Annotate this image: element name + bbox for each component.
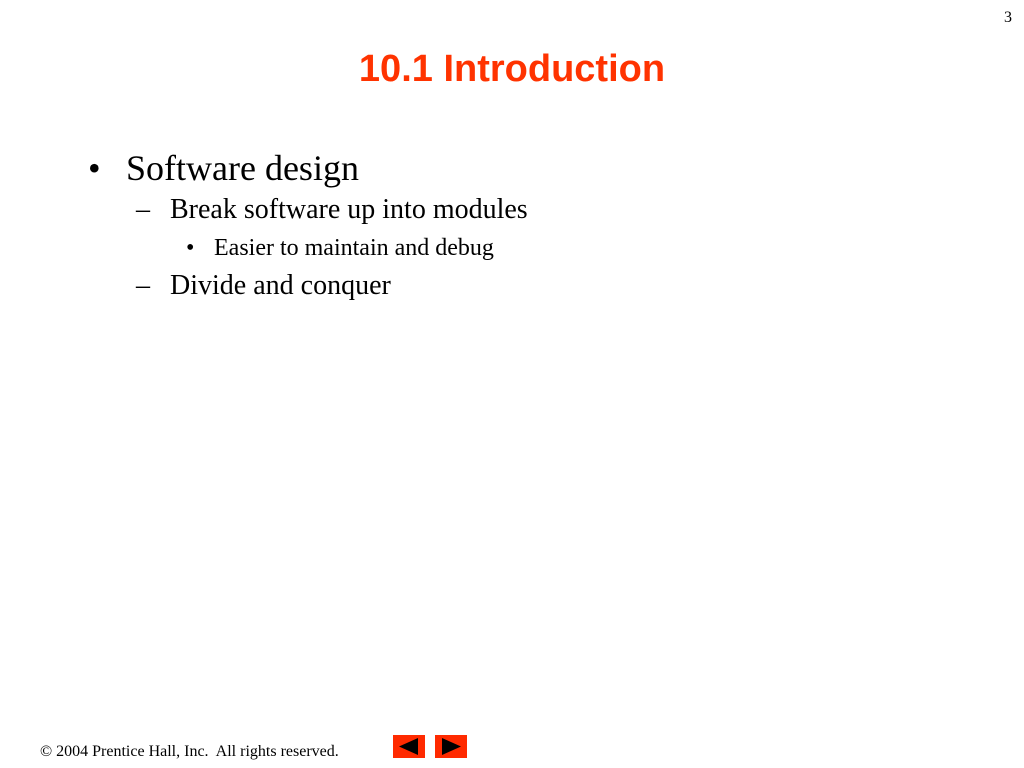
- slide-title: 10.1 Introduction: [358, 48, 666, 90]
- subbullet-divide-conquer: [136, 270, 968, 302]
- subsubbullet-easier-maintain: [186, 234, 968, 262]
- bullet-marker: •: [88, 148, 101, 188]
- copyright-symbol: ©: [40, 743, 53, 760]
- bullet-software-design: [88, 148, 968, 188]
- next-slide-button[interactable]: [434, 734, 468, 759]
- bullet-marker: •: [186, 235, 195, 261]
- previous-slide-button[interactable]: [392, 734, 426, 759]
- dash-marker: –: [136, 194, 150, 225]
- triangle-left-icon: [394, 736, 424, 757]
- triangle-right-icon: [436, 736, 466, 757]
- slide-navigation: [392, 734, 468, 759]
- footer-copyright: [40, 742, 339, 762]
- page-number: 3: [1004, 9, 1012, 26]
- copyright-text: 2004 Prentice Hall, Inc. All rights reserved.: [52, 743, 339, 760]
- subsubbullet-text: Easier to maintain and debug: [214, 235, 494, 261]
- subbullet-text: Divide and conquer: [170, 270, 391, 301]
- dash-marker: –: [136, 270, 150, 301]
- bullet-text: Software design: [126, 148, 359, 188]
- subbullet-break-software: [136, 194, 968, 226]
- bullet-list: [88, 148, 968, 302]
- subbullet-text: Break software up into modules: [170, 194, 528, 225]
